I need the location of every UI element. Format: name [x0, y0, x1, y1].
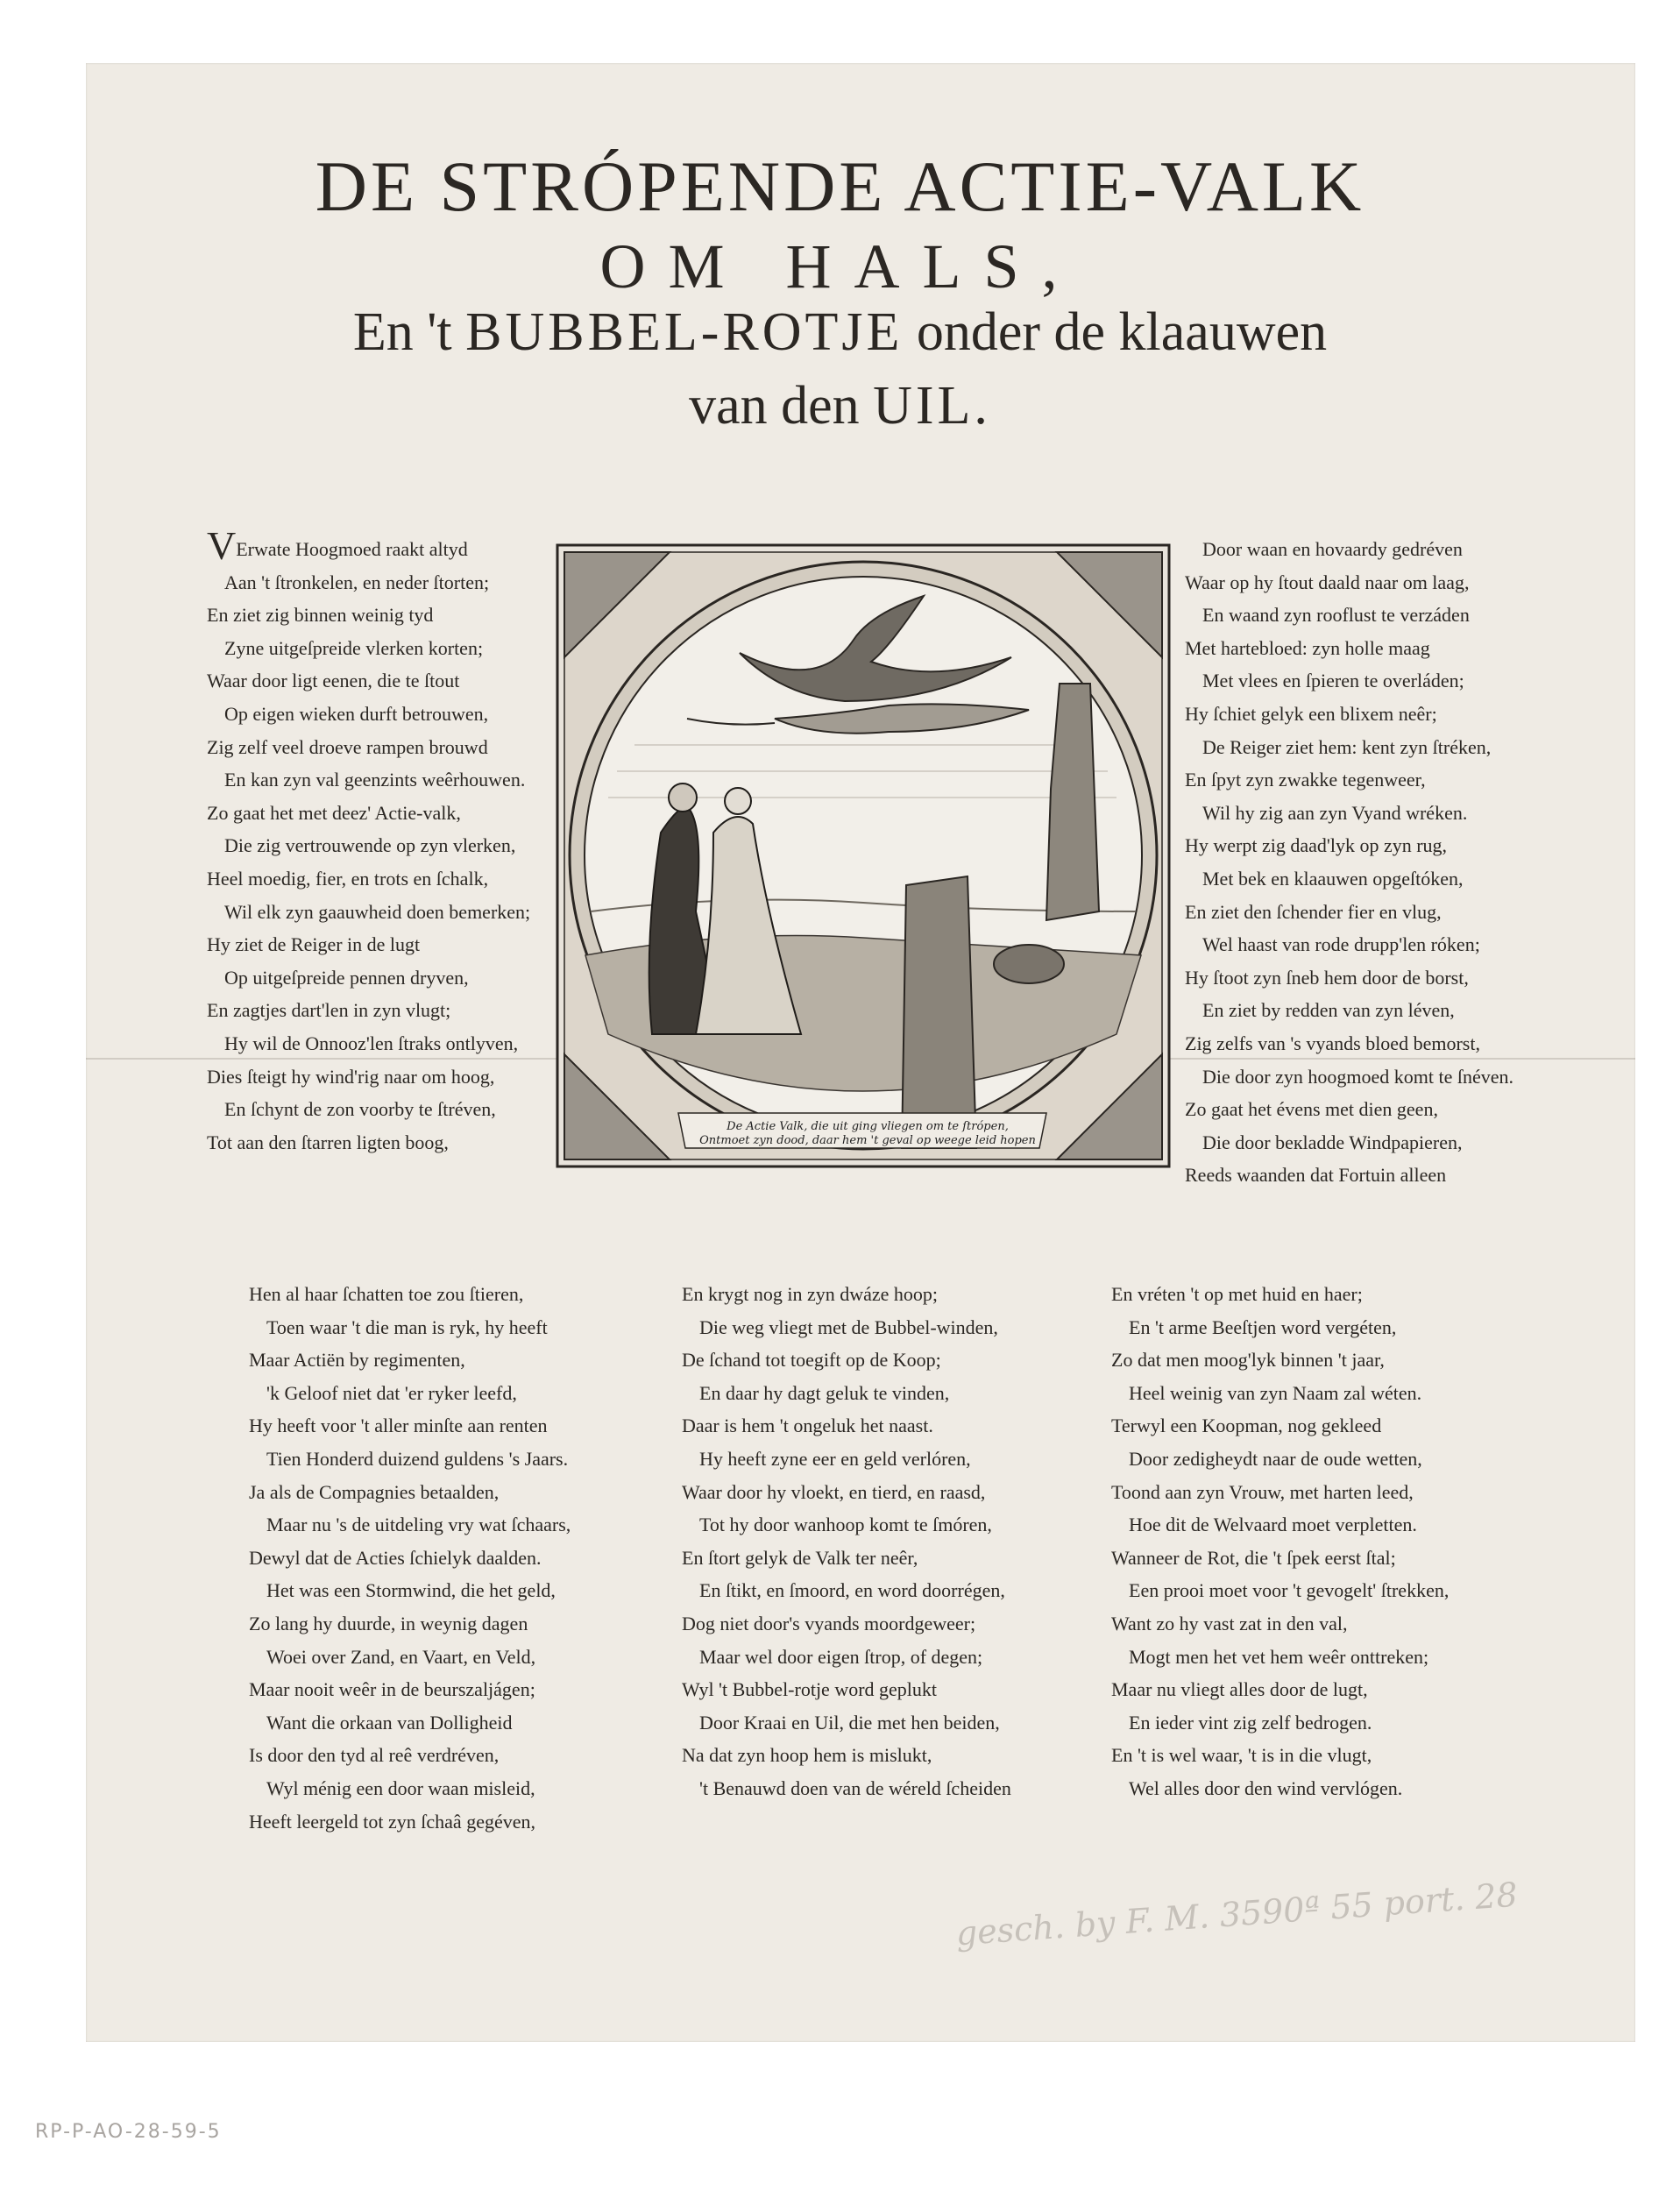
right-verse-column: [1185, 533, 1513, 1192]
bottom-verse-column-1: [249, 1278, 571, 1838]
verse-line: En ſpyt zyn zwakke tegenweer,: [1185, 769, 1426, 791]
verse-line: Door Kraai en Uil, die met hen beiden,: [699, 1711, 1000, 1734]
verse-line: Wil hy zig aan zyn Vyand wréken.: [1202, 801, 1468, 824]
verse-line: Dog niet door's vyands moordgeweer;: [682, 1612, 976, 1634]
verse-line: Ja als de Compagnies betaalden,: [249, 1480, 500, 1503]
verse-line: Want die orkaan van Dolligheid: [266, 1711, 513, 1734]
verse-line: Heeft leergeld tot zyn ſchaâ gegéven,: [249, 1810, 535, 1833]
verse-line: Zo gaat het évens met dien geen,: [1185, 1098, 1438, 1121]
verse-line: Het was een Stormwind, die het geld,: [266, 1579, 556, 1602]
caption-line-1: De Actie Valk, die uit ging vliegen om te ſtrópen,: [727, 1120, 1009, 1133]
title-line-4-caps: UIL.: [873, 376, 991, 436]
verse-line: Zo dat men moog'lyk binnen 't jaar,: [1111, 1349, 1385, 1372]
verse-line: Zo gaat het met deez' Actie-valk,: [207, 801, 461, 824]
verse-line: Zo lang hy duurde, in weynig dagen: [249, 1612, 528, 1634]
verse-line: Wel alles door den wind vervlógen.: [1129, 1776, 1403, 1799]
verse-line: En ziet den ſchender fier en vlug,: [1185, 900, 1442, 923]
verse-line: Terwyl een Koopman, nog gekleed: [1111, 1415, 1382, 1437]
verse-line: Hy heeft zyne eer en geld verlóren,: [699, 1447, 971, 1470]
verse-line: En ſtikt, en ſmoord, en word doorrégen,: [699, 1579, 1005, 1602]
verse-line: Met vlees en ſpieren te overláden;: [1202, 670, 1464, 692]
verse-line: 'k Geloof niet dat 'er ryker leefd,: [266, 1381, 517, 1404]
verse-line: Tien Honderd duizend guldens 's Jaars.: [266, 1447, 569, 1470]
verse-line: Is door den tyd al reê verdréven,: [249, 1744, 500, 1767]
verse-line: Waar door hy vloekt, en tierd, en raasd,: [682, 1480, 986, 1503]
verse-line: Want zo hy vast zat in den val,: [1111, 1612, 1348, 1634]
verse-line: Heel moedig, fier, en trots en ſchalk,: [207, 867, 489, 890]
verse-line: En waand zyn rooflust te verzáden: [1202, 604, 1470, 627]
title-line-4: [0, 376, 1680, 436]
verse-line: Die zig vertrouwende op zyn vlerken,: [224, 834, 516, 857]
verse-line: Hy ziet de Reiger in de lugt: [207, 933, 421, 956]
verse-line: Hy wil de Onnooz'len ſtraks ontlyven,: [224, 1032, 519, 1054]
verse-line: En ſtort gelyk de Valk ter neêr,: [682, 1546, 918, 1569]
verse-line: Die door zyn hoogmoed komt te ſnéven.: [1202, 1065, 1513, 1088]
verse-line: Hy heeft voor 't aller minſte aan renten: [249, 1415, 548, 1437]
verse-line: [207, 523, 530, 568]
title-line-3: [0, 302, 1680, 362]
verse-line: Maar Actiën by regimenten,: [249, 1349, 465, 1372]
verse-line: Aan 't ſtronkelen, en neder ſtorten;: [224, 571, 490, 593]
title-line-3-post: onder de klaauwen: [903, 302, 1328, 362]
pencil-annotation: gesch. by F. M. 3590ª 55 port. 28: [954, 1875, 1519, 1953]
caption-line-2: Ontmoet zyn dood, daar hem 't geval op weege leid hopen: [699, 1134, 1036, 1147]
verse-line: Dies ſteigt hy wind'rig naar om hoog,: [207, 1065, 495, 1088]
verse-line: Toen waar 't die man is ryk, hy heeft: [266, 1315, 548, 1338]
verse-line: Wel haast van rode drupp'len róken;: [1202, 933, 1480, 956]
verse-line: Met hartebloed: zyn holle maag: [1185, 636, 1430, 659]
verse-line: Na dat zyn hoop hem is mislukt,: [682, 1744, 932, 1767]
drop-cap: V: [207, 523, 237, 568]
verse-line: Tot aan den ſtarren ligten boog,: [207, 1131, 449, 1153]
verse-line: Wyl 't Bubbel-rotje word geplukt: [682, 1678, 938, 1701]
title-line-4-pre: van den: [689, 376, 874, 436]
verse-line: Wyl ménig een door waan misleid,: [266, 1776, 535, 1799]
engraving-caption: [684, 1120, 1052, 1148]
verse-line: Waar door ligt eenen, die te ſtout: [207, 670, 460, 692]
verse-line: En 't is wel waar, 't is in die vlugt,: [1111, 1744, 1372, 1767]
verse-line: Die weg vliegt met de Bubbel-winden,: [699, 1315, 998, 1338]
verse-line: Tot hy door wanhoop komt te ſmóren,: [699, 1514, 992, 1536]
verse-line: Hy ſtoot zyn ſneb hem door de borst,: [1185, 966, 1469, 989]
verse-line: Hy ſchiet gelyk een blixem neêr;: [1185, 702, 1437, 725]
title-line-3-caps: BUBBEL-ROTJE: [465, 302, 904, 362]
verse-line: Zig zelf veel droeve rampen brouwd: [207, 735, 488, 758]
verse-line: Met bek en klaauwen opgeſtóken,: [1202, 867, 1464, 890]
verse-line: En kan zyn val geenzints weêrhouwen.: [224, 769, 526, 791]
verse-first-line: Erwate Hoogmoed raakt altyd: [236, 538, 468, 560]
verse-line: Die door beкladde Windpapieren,: [1202, 1131, 1463, 1153]
verse-line: Mogt men het vet hem weêr onttreken;: [1129, 1645, 1429, 1668]
title-line-3-pre: En 't: [352, 302, 466, 362]
bottom-verse-column-2: [682, 1278, 1011, 1805]
verse-line: Maar nu vliegt alles door de lugt,: [1111, 1678, 1368, 1701]
verse-line: Toond aan zyn Vrouw, met harten leed,: [1111, 1480, 1414, 1503]
verse-line: En ſchynt de zon voorby te ſtréven,: [224, 1098, 496, 1121]
verse-line: Op uitgeſpreide pennen dryven,: [224, 966, 469, 989]
verse-line: Heel weinig van zyn Naam zal wéten.: [1129, 1381, 1422, 1404]
inventory-number: RP-P-AO-28-59-5: [35, 2121, 222, 2143]
verse-line: En 't arme Beeſtjen word vergéten,: [1129, 1315, 1397, 1338]
verse-line: Daar is hem 't ongeluk het naast.: [682, 1415, 933, 1437]
verse-line: En ieder vint zig zelf bedrogen.: [1129, 1711, 1372, 1734]
verse-line: De ſchand tot toegift op de Koop;: [682, 1349, 941, 1372]
verse-line: En zagtjes dart'len in zyn vlugt;: [207, 999, 451, 1022]
verse-line: En vréten 't op met huid en haer;: [1111, 1283, 1363, 1305]
title-line-2: OM HALS,: [599, 231, 1081, 301]
verse-line: Zyne uitgeſpreide vlerken korten;: [224, 636, 484, 659]
verse-line: 't Benauwd doen van de wéreld ſcheiden: [699, 1776, 1011, 1799]
verse-line: Door waan en hovaardy gedréven: [1202, 538, 1463, 560]
verse-line: Reeds waanden dat Fortuin alleen: [1185, 1164, 1447, 1187]
verse-line: Maar wel door eigen ſtrop, of degen;: [699, 1645, 983, 1668]
verse-line: Hy werpt zig daad'lyk op zyn rug,: [1185, 834, 1448, 857]
verse-line: Hoe dit de Welvaard moet verpletten.: [1129, 1514, 1417, 1536]
verse-line: Zig zelfs van 's vyands bloed bemorst,: [1185, 1032, 1480, 1054]
engraving-illustration: [556, 543, 1171, 1168]
verse-line: En ziet zig binnen weinig tyd: [207, 604, 434, 627]
verse-line: Een prooi moet voor 't gevogelt' ſtrekken,: [1129, 1579, 1450, 1602]
verse-line: Dewyl dat de Acties ſchielyk daalden.: [249, 1546, 542, 1569]
verse-line: Door zedigheydt naar de oude wetten,: [1129, 1447, 1422, 1470]
bottom-verse-column-3: [1111, 1278, 1449, 1805]
verse-line: Hen al haar ſchatten toe zou ſtieren,: [249, 1283, 524, 1305]
verse-line: Op eigen wieken durft betrouwen,: [224, 702, 489, 725]
verse-line: Waar op hy ſtout daald naar om laag,: [1185, 571, 1470, 593]
verse-line: De Reiger ziet hem: kent zyn ſtréken,: [1202, 735, 1492, 758]
title-line-1: DE STRÓPENDE ACTIE-VALK: [315, 146, 1365, 226]
verse-line: Wanneer de Rot, die 't ſpek eerst ſtal;: [1111, 1546, 1396, 1569]
verse-line: Woei over Zand, en Vaart, en Veld,: [266, 1645, 536, 1668]
verse-line: Wil elk zyn gaauwheid doen bemerken;: [224, 900, 531, 923]
verse-line: En daar hy dagt geluk te vinden,: [699, 1381, 950, 1404]
verse-line: Maar nooit weêr in de beurszaljágen;: [249, 1678, 535, 1701]
left-verse-column: [207, 523, 531, 1159]
verse-line: Maar nu 's de uitdeling vry wat ſchaars,: [266, 1514, 571, 1536]
verse-line: En krygt nog in zyn dwáze hoop;: [682, 1283, 939, 1305]
verse-line: En ziet by redden van zyn léven,: [1202, 999, 1455, 1022]
